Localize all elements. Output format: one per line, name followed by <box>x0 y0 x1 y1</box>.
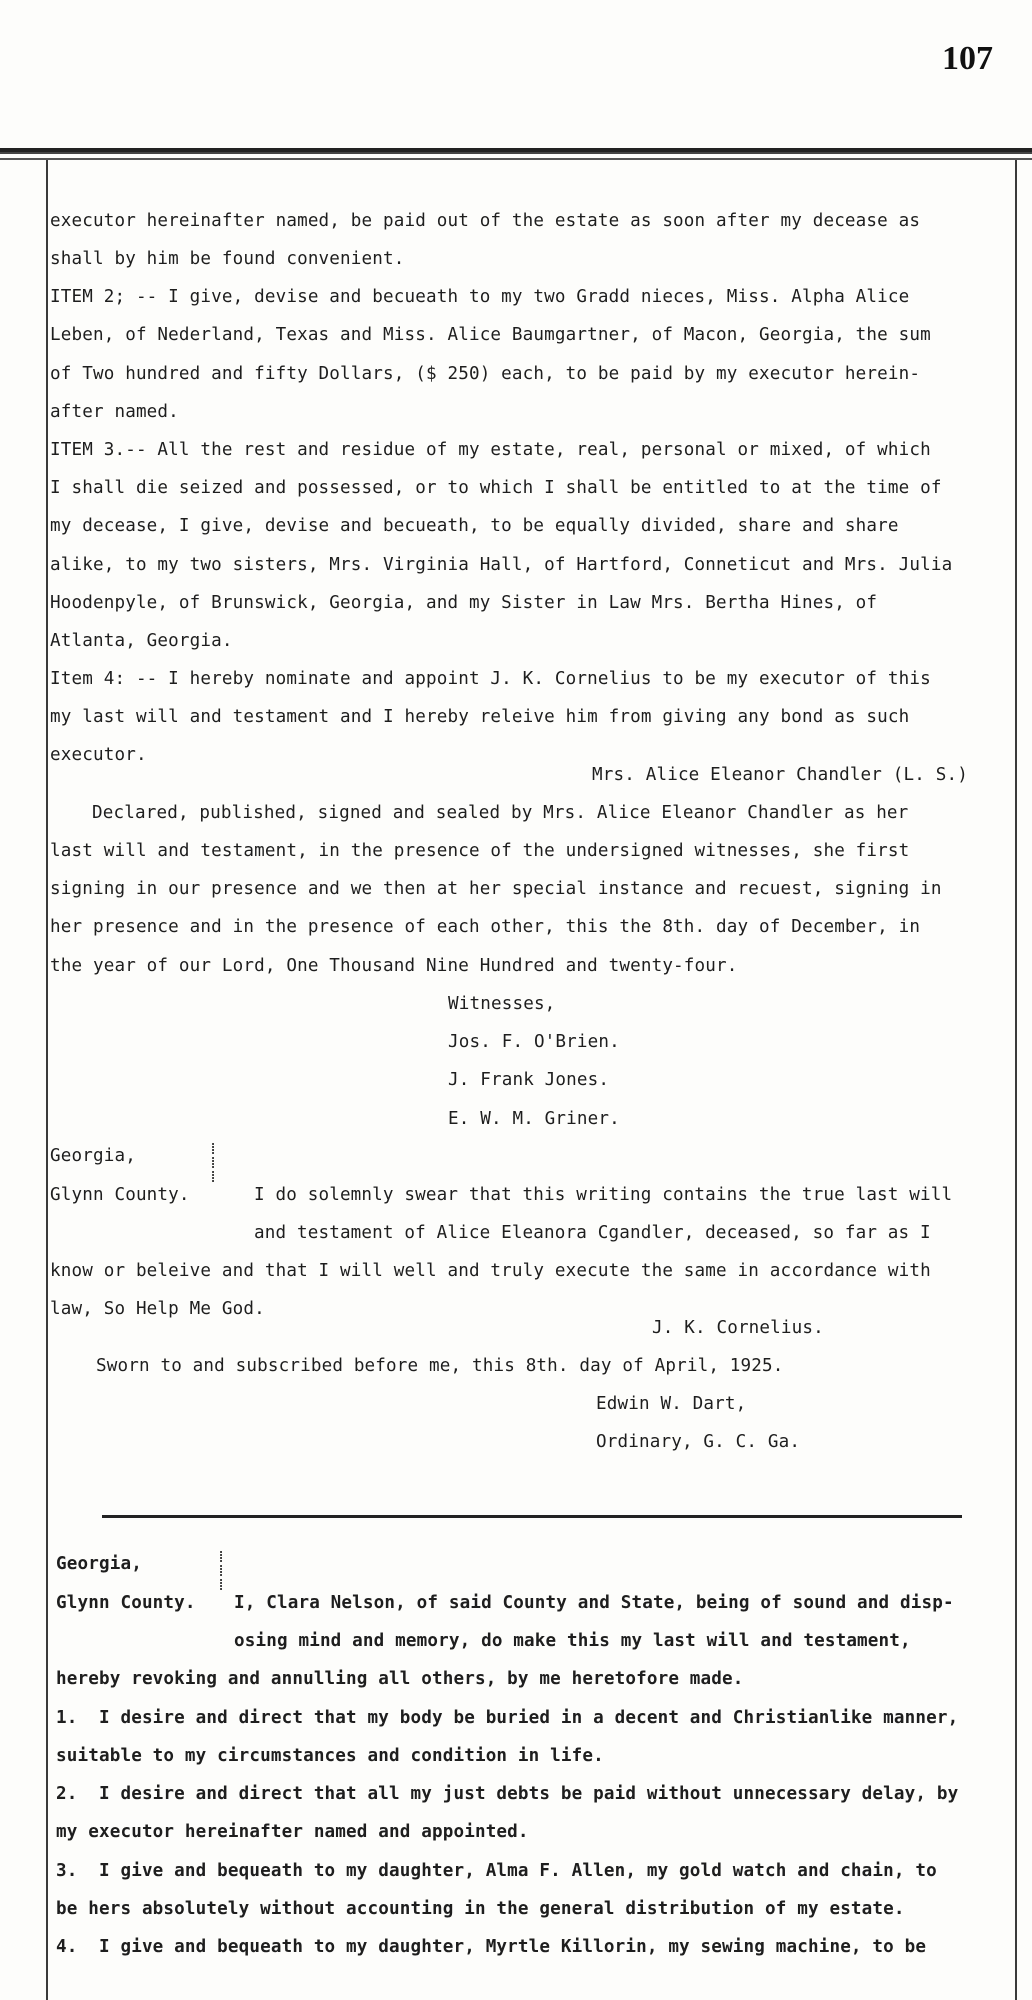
will2-line: I, Clara Nelson, of said County and State, being of sound and disp- <box>234 1593 954 1613</box>
attestation-line: last will and testament, in the presence of the undersigned witnesses, she first <box>50 841 910 861</box>
will1-line: ITEM 3.-- All the rest and residue of my estate, real, personal or mixed, of which <box>50 440 931 460</box>
bracket-glyph: ⁞ ⁞ ⁞ <box>218 1547 224 1594</box>
sworn-statement: Sworn to and subscribed before me, this 8th. day of April, 1925. <box>96 1356 784 1376</box>
official-title: Ordinary, G. C. Ga. <box>596 1432 801 1452</box>
will2-line: 4. I give and bequeath to my daughter, Myrtle Killorin, my sewing machine, to be <box>56 1937 927 1957</box>
will1-line: of Two hundred and fifty Dollars, ($ 250) each, to be paid by my executor herein- <box>50 364 921 384</box>
official-name: Edwin W. Dart, <box>596 1394 747 1414</box>
attestation-line: her presence and in the presence of each other, this the 8th. day of December, in <box>50 917 921 937</box>
will2-line: hereby revoking and annulling all others, by me heretofore made. <box>56 1669 744 1689</box>
will1-line: after named. <box>50 402 179 422</box>
will2-line: my executor hereinafter named and appointed. <box>56 1822 529 1842</box>
oath-line: law, So Help Me God. <box>50 1299 265 1319</box>
will1-line: alike, to my two sisters, Mrs. Virginia Hall, of Hartford, Conneticut and Mrs. Julia <box>50 555 953 575</box>
section-divider <box>102 1515 962 1518</box>
will2-line: 3. I give and bequeath to my daughter, Alma F. Allen, my gold watch and chain, to <box>56 1861 937 1881</box>
witness-name: J. Frank Jones. <box>448 1070 610 1090</box>
will1-line: Atlanta, Georgia. <box>50 631 233 651</box>
oath-line: I do solemnly swear that this writing contains the true last will <box>254 1185 953 1205</box>
will1-line: executor hereinafter named, be paid out of the estate as soon after my decease as <box>50 211 921 231</box>
oath-line: and testament of Alice Eleanora Cgandler, deceased, so far as I <box>254 1223 931 1243</box>
will1-line: executor. <box>50 745 147 765</box>
will2-line: osing mind and memory, do make this my last will and testament, <box>234 1631 911 1651</box>
oath-county: Glynn County. <box>50 1185 190 1205</box>
oath-line: know or beleive and that I will well and truly execute the same in accordance with <box>50 1261 931 1281</box>
will1-line: my last will and testament and I hereby releive him from giving any bond as such <box>50 707 910 727</box>
will1-line: Hoodenpyle, of Brunswick, Georgia, and my Sister in Law Mrs. Bertha Hines, of <box>50 593 878 613</box>
right-margin-line <box>1015 160 1017 2000</box>
testator-signature: Mrs. Alice Eleanor Chandler (L. S.) <box>592 765 968 785</box>
oath-state: Georgia, <box>50 1146 136 1166</box>
will2-line: suitable to my circumstances and condition in life. <box>56 1746 604 1766</box>
oath-signer: J. K. Cornelius. <box>652 1318 824 1338</box>
witness-name: Jos. F. O'Brien. <box>448 1032 620 1052</box>
witnesses-label: Witnesses, <box>448 994 556 1014</box>
header-rule-secondary <box>0 158 1032 160</box>
will2-state: Georgia, <box>56 1554 142 1574</box>
attestation-line: Declared, published, signed and sealed by Mrs. Alice Eleanor Chandler as her <box>92 803 909 823</box>
left-margin-line <box>46 160 48 2000</box>
will1-line: my decease, I give, devise and becueath, to be equally divided, share and share <box>50 516 899 536</box>
attestation-line: the year of our Lord, One Thousand Nine Hundred and twenty-four. <box>50 956 738 976</box>
attestation-line: signing in our presence and we then at her special instance and recuest, signing in <box>50 879 942 899</box>
will1-line: I shall die seized and possessed, or to which I shall be entitled to at the time of <box>50 478 942 498</box>
will2-line: 1. I desire and direct that my body be buried in a decent and Christianlike manner, <box>56 1708 959 1728</box>
will1-line: Leben, of Nederland, Texas and Miss. Alice Baumgartner, of Macon, Georgia, the sum <box>50 325 931 345</box>
will2-line: 2. I desire and direct that all my just debts be paid without unnecessary delay, by <box>56 1784 959 1804</box>
witness-name: E. W. M. Griner. <box>448 1109 620 1129</box>
will2-line: be hers absolutely without accounting in the general distribution of my estate. <box>56 1899 905 1919</box>
header-rule <box>0 148 1032 154</box>
bracket-glyph: ⁞ ⁞ ⁞ <box>210 1139 216 1186</box>
will2-county: Glynn County. <box>56 1593 196 1613</box>
will1-line: ITEM 2; -- I give, devise and becueath to my two Gradd nieces, Miss. Alpha Alice <box>50 287 910 307</box>
will1-line: shall by him be found convenient. <box>50 249 405 269</box>
page-number: 107 <box>942 40 993 77</box>
will1-line: Item 4: -- I hereby nominate and appoint J. K. Cornelius to be my executor of this <box>50 669 931 689</box>
